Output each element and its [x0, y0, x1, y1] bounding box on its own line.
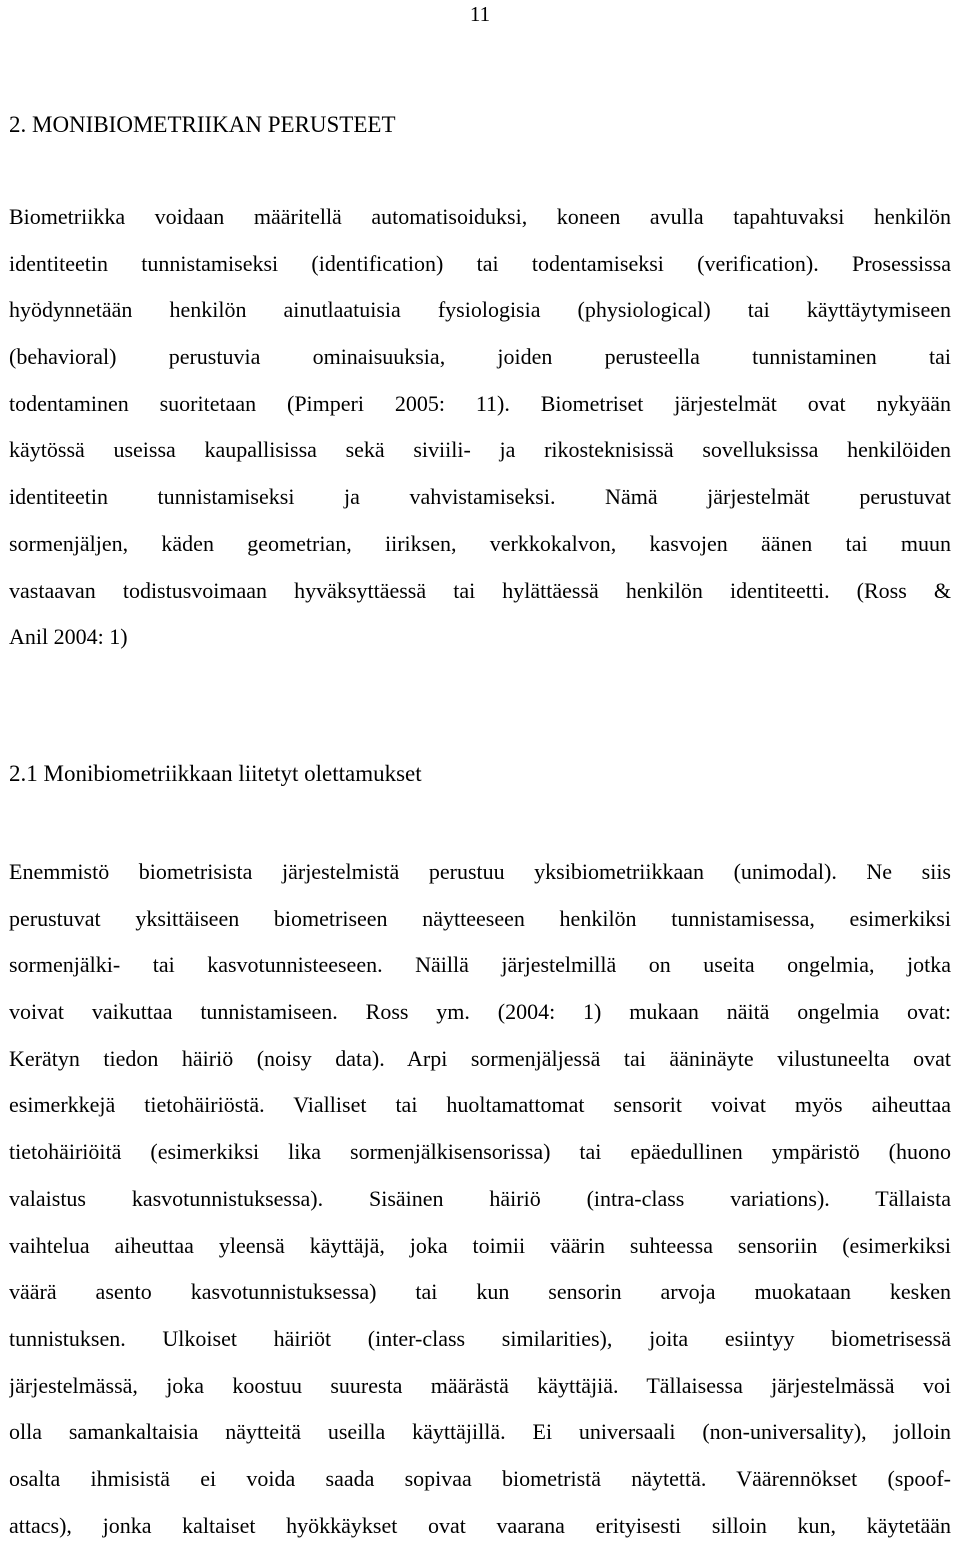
text-line: Anil 2004: 1): [9, 624, 128, 650]
text-line: attacs), jonka kaltaiset hyökkäykset ovat vaarana erityisesti silloin kun, käytetään: [9, 1512, 951, 1538]
text-line: Biometriikka voidaan määritellä automatisoiduksi, koneen avulla tapahtuvaksi henkilön: [9, 204, 951, 229]
text-line: tunnistuksen. Ulkoiset häiriöt (inter-class similarities), joita esiintyy biometrisessä: [9, 1325, 951, 1351]
text-line: Kerätyn tiedon häiriö (noisy data). Arpi sormenjäljessä tai ääninäyte vilustuneelta ovat: [9, 1045, 951, 1071]
text-line: tietohäiriöitä (esimerkiksi lika sormenjälkisensorissa) tai epäedullinen ympäristö (huono: [9, 1139, 951, 1165]
text-line: vaihtelua aiheuttaa yleensä käyttäjä, joka toimii väärin suhteessa sensoriin (esimerkiksi: [9, 1232, 951, 1258]
text-line: Enemmistö biometrisista järjestelmistä perustuu yksibiometriikkaan (unimodal). Ne siis: [9, 859, 951, 884]
paragraph-intro: [9, 194, 951, 661]
text-line: hyödynnetään henkilön ainutlaatuisia fysiologisia (physiological) tai käyttäytymiseen: [9, 297, 951, 323]
text-line: voivat vaikuttaa tunnistamiseen. Ross ym. (2004: 1) mukaan näitä ongelmia ovat:: [9, 999, 951, 1025]
text-line: esimerkkejä tietohäiriöstä. Vialliset tai huoltamattomat sensorit voivat myös aiheuttaa: [9, 1092, 951, 1118]
text-line: valaistus kasvotunnistuksessa). Sisäinen häiriö (intra-class variations). Tällaista: [9, 1185, 951, 1211]
text-line: käytössä useissa kaupallisissa sekä siviili- ja rikosteknisissä sovelluksissa henkilöiden: [9, 437, 951, 463]
text-line: väärä asento kasvotunnistuksessa) tai kun sensorin arvoja muokataan kesken: [9, 1279, 951, 1305]
text-line: identiteetin tunnistamiseksi (identification) tai todentamiseksi (verification). Prosessissa: [9, 250, 951, 276]
text-line: sormenjälki- tai kasvotunnisteeseen. Näillä järjestelmillä on useita ongelmia, jotka: [9, 952, 951, 978]
text-line: vastaavan todistusvoimaan hyväksyttäessä tai hylättäessä henkilön identiteetti. (Ross &: [9, 577, 951, 603]
text-line: (behavioral) perustuvia ominaisuuksia, joiden perusteella tunnistaminen tai: [9, 344, 951, 370]
text-line: perustuvat yksittäiseen biometriseen näytteeseen henkilön tunnistamisessa, esimerkiksi: [9, 905, 951, 931]
text-line: järjestelmässä, joka koostuu suuresta määrästä käyttäjiä. Tällaisessa järjestelmässä voi: [9, 1372, 951, 1398]
text-line: todentaminen suoritetaan (Pimperi 2005: 11). Biometriset järjestelmät ovat nykyään: [9, 390, 951, 416]
paragraph-assumptions: [9, 849, 951, 1549]
text-line: olla samankaltaisia näytteitä useilla käyttäjillä. Ei universaali (non-universality), jolloin: [9, 1419, 951, 1445]
section-heading: 2.1 Monibiometriikkaan liitetyt olettamukset: [9, 761, 422, 786]
text-line: osalta ihmisistä ei voida saada sopivaa biometristä näytettä. Väärennökset (spoof-: [9, 1465, 951, 1491]
chapter-heading: 2. MONIBIOMETRIIKAN PERUSTEET: [9, 112, 396, 137]
text-line: identiteetin tunnistamiseksi ja vahvistamiseksi. Nämä järjestelmät perustuvat: [9, 484, 951, 510]
text-line: sormenjäljen, käden geometrian, iiriksen, verkkokalvon, kasvojen äänen tai muun: [9, 530, 951, 556]
page-number: 11: [469, 2, 491, 26]
